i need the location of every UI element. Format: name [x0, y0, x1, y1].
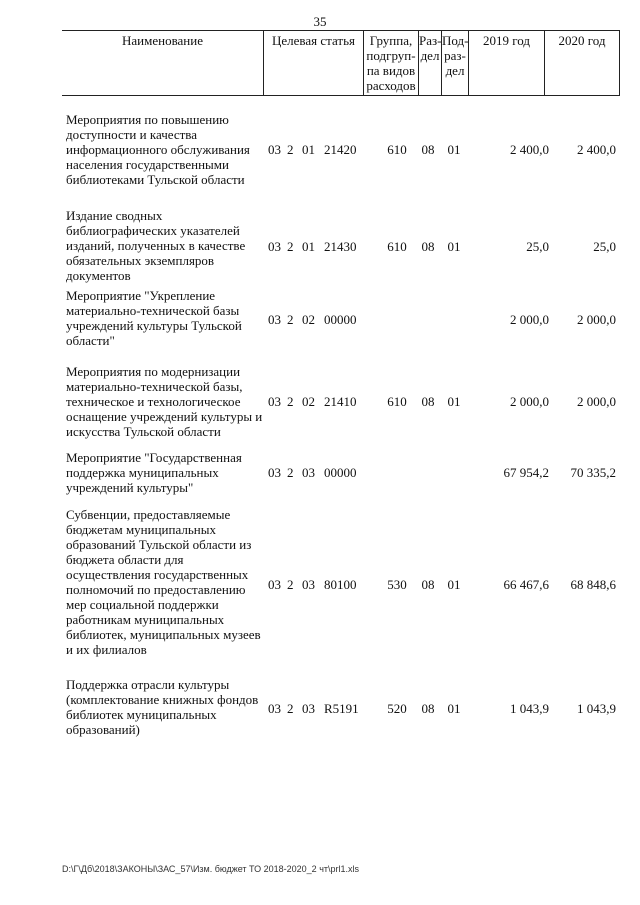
row-name: Издание сводных библиографических указателей изданий, полученных в качестве обязательных экземпляров документов	[66, 208, 246, 283]
row-name: Мероприятие "Укрепление материально-технической базы учреждений культуры Тульской области"	[66, 288, 242, 348]
table-row	[62, 364, 620, 442]
cell-expense-type: 530	[387, 577, 407, 592]
cell-razdel: 08	[421, 577, 435, 592]
table-row	[62, 208, 620, 286]
cell-2020: 70 335,2	[570, 465, 616, 480]
cell-group: 03	[302, 577, 315, 592]
cell-direction: 21420	[324, 142, 357, 157]
row-name: Мероприятия по модернизации материально-технической базы, техническое и технологическое оснащение учреждений культуры и искусства Тульской области	[66, 364, 263, 439]
table-row	[62, 288, 620, 352]
cell-group: 02	[302, 312, 315, 327]
file-path-footer: D:\Г\Дб\2018\ЗАКОНЫ\ЗАС_57\Изм. бюджет ТО 2018-2020_2 чт\prl1.xls	[62, 864, 360, 874]
row-name: Поддержка отрасли культуры (комплектование книжных фондов библиотек муниципальных образований)	[66, 677, 259, 737]
cell-expense-type: 610	[387, 394, 407, 409]
cell-subprogram: 2	[287, 394, 294, 409]
cell-podrazdel: 01	[447, 142, 461, 157]
cell-subprogram: 2	[287, 239, 294, 254]
cell-group: 01	[302, 142, 315, 157]
cell-program: 03	[268, 394, 281, 409]
cell-direction: 21430	[324, 239, 357, 254]
cell-2019: 1 043,9	[510, 701, 549, 716]
cell-2020: 25,0	[593, 239, 616, 254]
cell-2020: 2 400,0	[577, 142, 616, 157]
cell-podrazdel: 01	[447, 577, 461, 592]
table-header	[62, 30, 620, 96]
cell-2020: 2 000,0	[577, 394, 616, 409]
header-podrazdel: Под- раз- дел	[441, 31, 468, 95]
cell-expense-type: 610	[387, 239, 407, 254]
table-row	[62, 112, 620, 192]
cell-group: 03	[302, 465, 315, 480]
row-name: Мероприятия по повышению доступности и качества информационного обслуживания населения государственными библиотеками Тульской области	[66, 112, 250, 187]
cell-2020: 2 000,0	[577, 312, 616, 327]
cell-program: 03	[268, 577, 281, 592]
table-row	[62, 507, 620, 659]
cell-program: 03	[268, 239, 281, 254]
header-name: Наименование	[122, 33, 203, 48]
cell-2019: 66 467,6	[503, 577, 549, 592]
cell-direction: 00000	[324, 465, 357, 480]
table-row	[62, 450, 620, 498]
cell-subprogram: 2	[287, 577, 294, 592]
cell-2019: 2 000,0	[510, 394, 549, 409]
cell-group: 01	[302, 239, 315, 254]
header-group: Группа, подгруп- па видов расходов	[363, 31, 418, 95]
header-razdel: Раз- дел	[418, 31, 441, 95]
cell-razdel: 08	[421, 142, 435, 157]
cell-group: 03	[302, 701, 315, 716]
header-target: Целевая статья	[263, 31, 363, 95]
cell-subprogram: 2	[287, 142, 294, 157]
cell-direction: R5191	[324, 701, 359, 716]
cell-program: 03	[268, 465, 281, 480]
cell-razdel: 08	[421, 701, 435, 716]
cell-podrazdel: 01	[447, 394, 461, 409]
cell-subprogram: 2	[287, 701, 294, 716]
cell-expense-type: 520	[387, 701, 407, 716]
cell-expense-type: 610	[387, 142, 407, 157]
header-2020: 2020 год	[544, 31, 620, 95]
header-2019: 2019 год	[468, 31, 544, 95]
cell-group: 02	[302, 394, 315, 409]
cell-program: 03	[268, 701, 281, 716]
page-number: 35	[313, 14, 327, 29]
cell-program: 03	[268, 312, 281, 327]
cell-subprogram: 2	[287, 465, 294, 480]
table-row	[62, 677, 620, 741]
cell-razdel: 08	[421, 239, 435, 254]
cell-2019: 67 954,2	[503, 465, 549, 480]
cell-program: 03	[268, 142, 281, 157]
cell-direction: 00000	[324, 312, 357, 327]
cell-direction: 21410	[324, 394, 357, 409]
cell-razdel: 08	[421, 394, 435, 409]
row-name: Мероприятие "Государственная поддержка муниципальных учреждений культуры"	[66, 450, 242, 495]
cell-2019: 2 400,0	[510, 142, 549, 157]
cell-direction: 80100	[324, 577, 357, 592]
row-name: Субвенции, предоставляемые бюджетам муниципальных образований Тульской области из бюджета области для осуществления государственных полномочий по предоставлению мер социальной поддержки работникам муниципальных библиотек, муниципальных музеев и их филиалов	[66, 507, 261, 657]
cell-2019: 2 000,0	[510, 312, 549, 327]
cell-2020: 1 043,9	[577, 701, 616, 716]
cell-podrazdel: 01	[447, 239, 461, 254]
cell-2019: 25,0	[526, 239, 549, 254]
cell-2020: 68 848,6	[570, 577, 616, 592]
cell-podrazdel: 01	[447, 701, 461, 716]
cell-subprogram: 2	[287, 312, 294, 327]
